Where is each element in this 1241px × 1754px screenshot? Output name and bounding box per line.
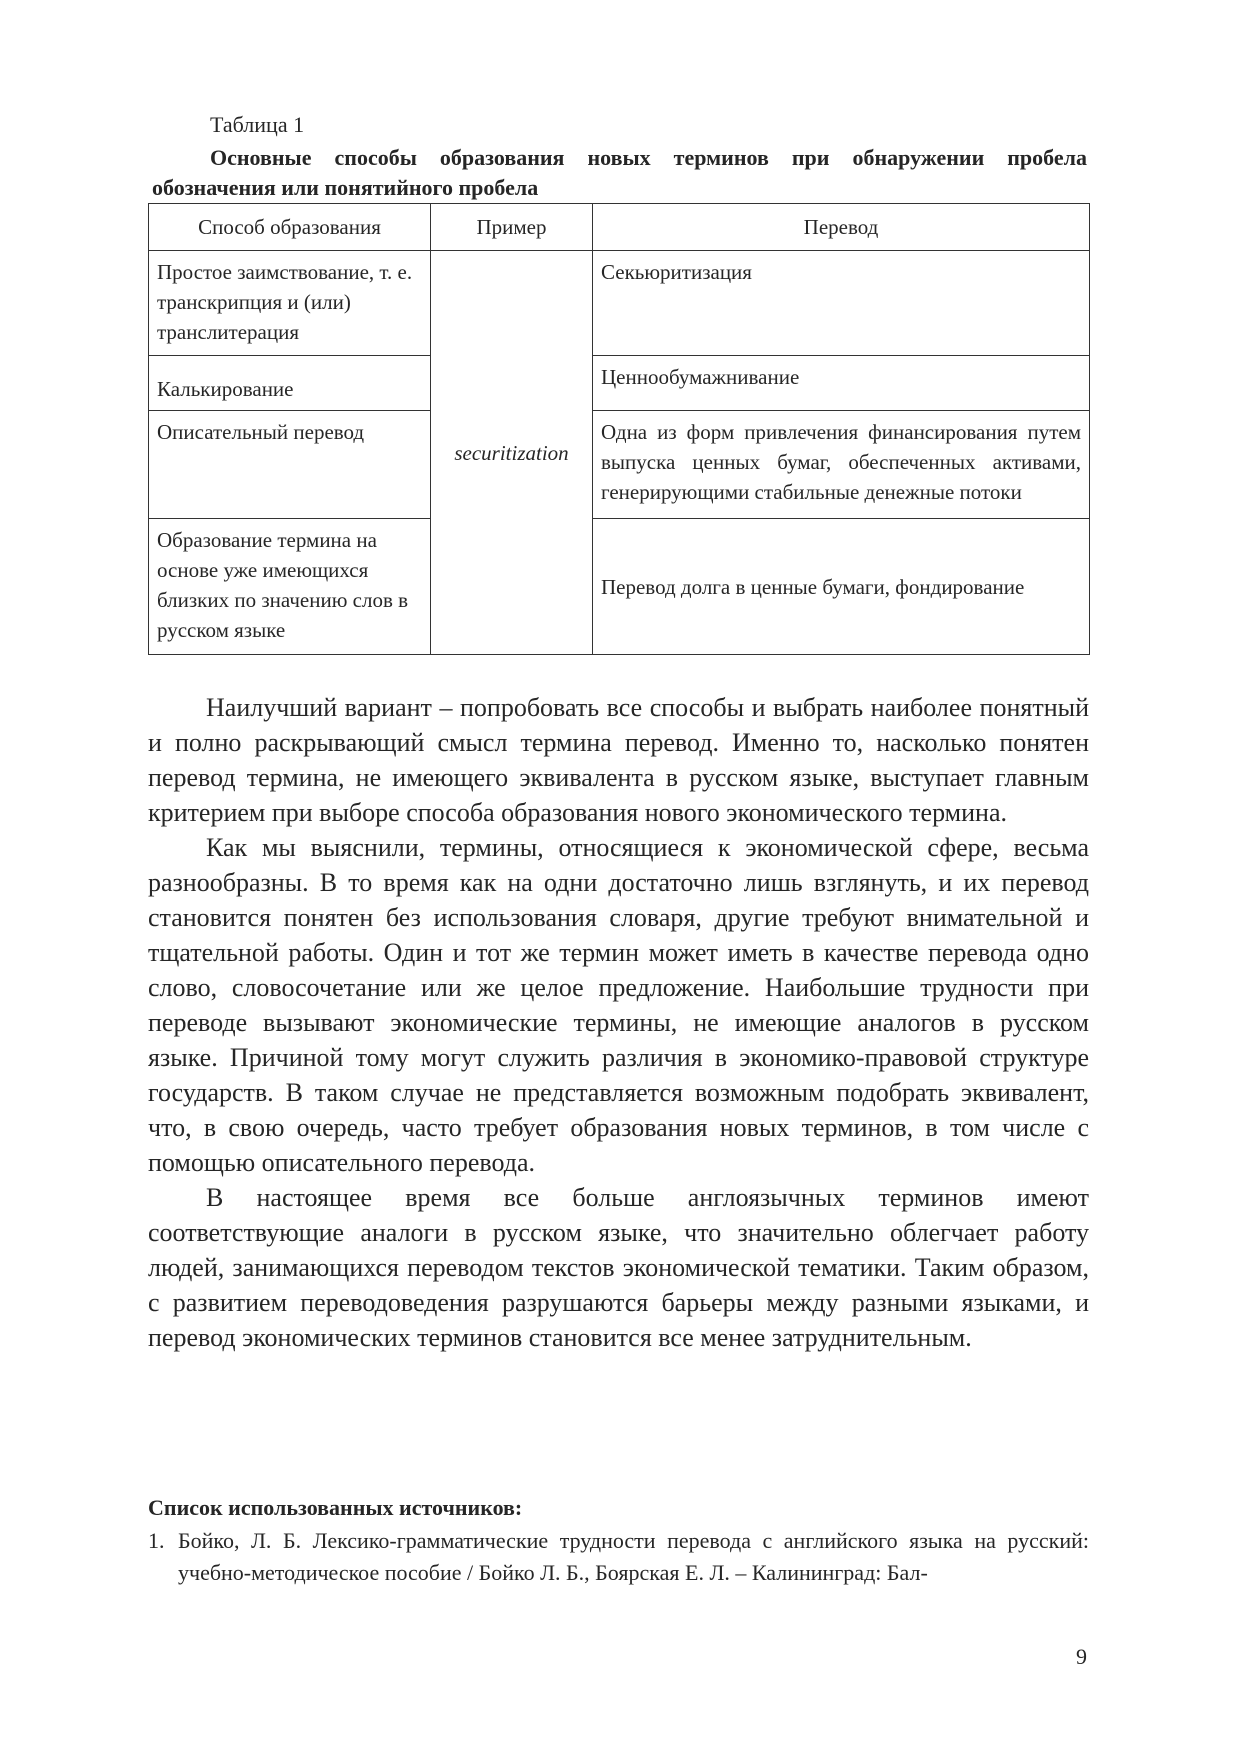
reference-number: 1.: [148, 1528, 165, 1553]
table-row: [149, 356, 1090, 411]
table-row: [149, 519, 1090, 655]
paragraph: Наилучший вариант – попробовать все способы и выбрать наиболее понятный и полно раскрывающий смысл термина перевод. Именно то, насколько понятен перевод термина, не имеющего эквивалента в русском языке, выступает главным критерием при выборе способа образования нового экономического термина.: [148, 693, 1089, 827]
header-method: Способ образования: [149, 204, 431, 251]
header-example: Пример: [431, 204, 593, 251]
table-label: Таблица 1: [210, 112, 305, 137]
method-cell: Простое заимствование, т. е. транскрипция и (или) транслитерация: [149, 251, 431, 356]
example-cell: securitization: [431, 251, 593, 655]
table-title-line-1: Основные способы образования новых терминов при обнаружении пробела: [210, 145, 1087, 170]
translation-cell: Секьюритизация: [593, 251, 1090, 356]
translation-cell: Одна из форм привлечения финансирования путем выпуска ценных бумаг, обеспеченных активами, генерирующими стабильные денежные потоки: [593, 411, 1090, 519]
reference-text: Бойко, Л. Б. Лексико-грамматические трудности перевода с английского языка на русский: учебно-методическое пособие / Бойко Л. Б., Боярская Е. Л. – Калининград: Бал-: [178, 1528, 1089, 1585]
paragraph: Как мы выяснили, термины, относящиеся к экономической сфере, весьма разнообразны. В то время как на одни достаточно лишь взглянуть, и их перевод становится понятен без использования словаря, другие требуют внимательной и тщательной работы. Один и тот же термин может иметь в качестве перевода одно слово, словосочетание или же целое предложение. Наибольшие трудности при переводе вызывают экономические термины, не имеющие аналогов в русском языке. Причиной тому могут служить различия в экономико-правовой структуре государств. В таком случае не представляется возможным подобрать эквивалент, что, в свою очередь, часто требует образования новых терминов, в том числе с помощью описательного перевода.: [148, 833, 1089, 1177]
page-number: 9: [1076, 1644, 1087, 1669]
method-cell: Образование термина на основе уже имеющихся близких по значению слов в русском языке: [149, 519, 431, 655]
body-text: [148, 690, 1089, 1355]
terms-table: [148, 203, 1090, 655]
translation-cell: Перевод долга в ценные бумаги, фондирование: [593, 519, 1090, 655]
references-list: [148, 1525, 1089, 1589]
table-title-line-2: обозначения или понятийного пробела: [152, 175, 539, 200]
table-row: [149, 251, 1090, 356]
table-row: [149, 411, 1090, 519]
reference-item: [148, 1525, 1089, 1589]
method-cell: Описательный перевод: [149, 411, 431, 519]
table-title: [152, 143, 1087, 203]
header-translation: Перевод: [593, 204, 1090, 251]
table-header-row: [149, 204, 1090, 251]
translation-cell: Ценнообумажнивание: [593, 356, 1090, 411]
method-cell: Калькирование: [149, 356, 431, 411]
references-heading: Список использованных источников:: [148, 1495, 523, 1520]
paragraph: В настоящее время все больше англоязычных терминов имеют соответствующие аналоги в русском языке, что значительно облегчает работу людей, занимающихся переводом текстов экономической тематики. Таким образом, с развитием переводоведения разрушаются барьеры между разными языками, и перевод экономических терминов становится все менее затруднительным.: [148, 1183, 1089, 1352]
